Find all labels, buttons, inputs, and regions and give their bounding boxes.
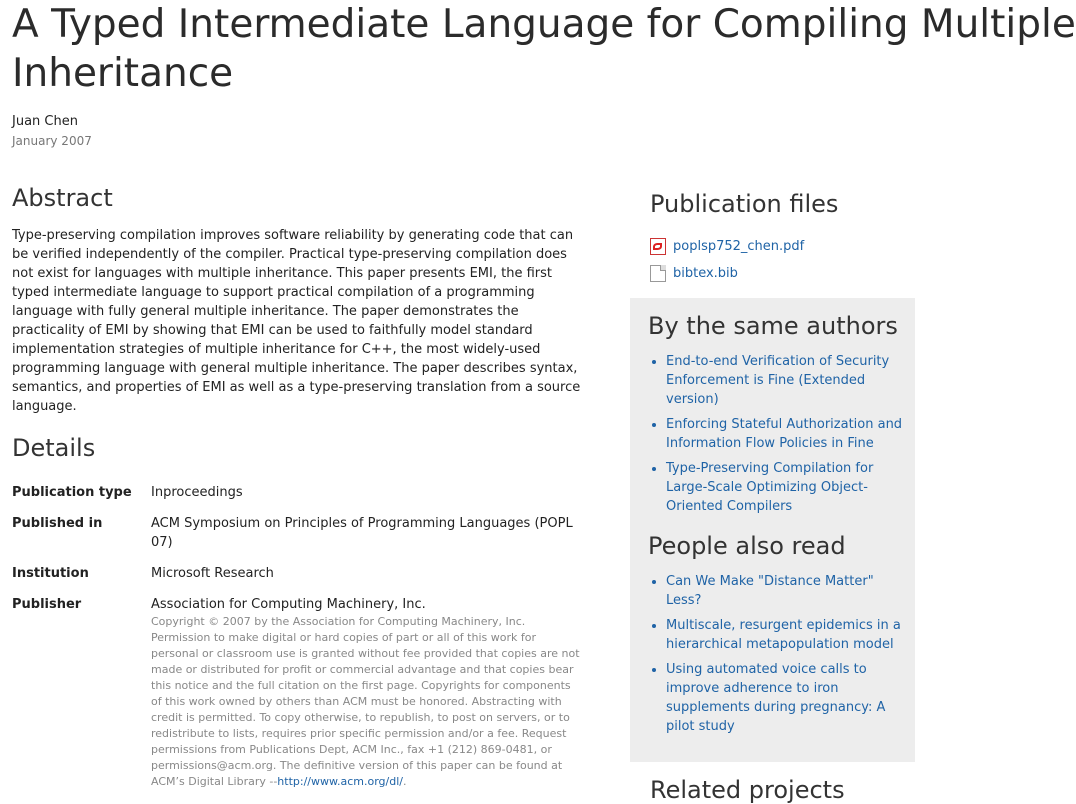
same-authors-link[interactable]: Enforcing Stateful Authorization and Information Flow Policies in Fine	[666, 417, 903, 451]
list-item	[666, 352, 903, 409]
people-also-read-link[interactable]: Multiscale, resurgent epidemics in a hierarchical metapopulation model	[666, 618, 901, 652]
people-also-read-link[interactable]: Can We Make "Distance Matter" Less?	[666, 574, 874, 608]
file-link-pdf[interactable]: poplsp752_chen.pdf	[673, 239, 805, 254]
publisher-name: Association for Computing Machinery, Inc.	[151, 597, 426, 612]
same-authors-link[interactable]: Type-Preserving Compilation for Large-Scale Optimizing Object-Oriented Compilers	[666, 461, 874, 514]
acm-dl-link[interactable]: http://www.acm.org/dl/	[277, 775, 403, 788]
list-item	[666, 415, 903, 453]
same-authors-link[interactable]: End-to-end Verification of Security Enforcement is Fine (Extended version)	[666, 354, 890, 407]
abstract-text: Type-preserving compilation improves software reliability by generating code that can be verified independently of the compiler. Practical type-preserving compilation does not exist for languages with multiple inheritance. This paper presents EMI, the first typed intermediate language to support practical compilation of a programming language with fully general multiple inheritance. The paper demonstrates the practicality of EMI by showing that EMI can be used to faithfully model standard implementation strategies of multiple inheritance for C++, the most widely-used programming language with general multiple inheritance. The paper describes syntax, semantics, and properties of EMI as well as a type-preserving translation from a source language.	[12, 228, 581, 414]
list-item	[666, 572, 903, 610]
file-item-bib	[650, 260, 804, 287]
people-also-read-heading: People also read	[648, 532, 846, 560]
list-item	[666, 660, 903, 736]
people-also-read-link[interactable]: Using automated voice calls to improve adherence to iron supplements during pregnancy: A pilot study	[666, 662, 886, 734]
details-value: Microsoft Research	[151, 566, 274, 581]
publication-files-heading: Publication files	[650, 190, 839, 218]
details-table	[12, 483, 587, 790]
copyright-end: .	[402, 775, 407, 788]
same-authors-heading: By the same authors	[648, 312, 898, 340]
sidebar-panel	[630, 298, 915, 762]
details-label: Institution	[12, 566, 89, 581]
copyright-notice	[151, 614, 581, 790]
details-label: Publisher	[12, 597, 82, 612]
details-row	[12, 514, 587, 552]
file-link-bib[interactable]: bibtex.bib	[673, 266, 738, 281]
details-heading: Details	[12, 434, 96, 462]
page-title	[12, 0, 1076, 98]
title-line-1: A Typed Intermediate Language for Compiling Multiple	[12, 2, 1076, 47]
details-row	[12, 564, 587, 583]
related-projects-heading: Related projects	[650, 776, 845, 804]
details-value-publisher	[151, 595, 581, 790]
publication-files-list	[650, 233, 804, 287]
details-value: Inproceedings	[151, 485, 243, 500]
copyright-text: Copyright © 2007 by the Association for Computing Machinery, Inc. Permission to make digital or hard copies of part or all of this work for personal or classroom use is granted without fee provided that copies are not made or distributed for profit or commercial advantage and that copies bear this notice and the full citation on the first page. Copyrights for components of this work owned by others than ACM must be honored. Abstracting with credit is permitted. To copy otherwise, to republish, to post on servers, or to redistribute to lists, requires prior specific permission and/or a fee. Request permissions from Publications Dept, ACM Inc., fax +1 (212) 869-0481, or permissions@acm.org. The definitive version of this paper can be found at ACM’s Digital Library --	[151, 615, 580, 788]
details-value: ACM Symposium on Principles of Programming Languages (POPL 07)	[151, 516, 573, 550]
details-label: Published in	[12, 516, 103, 531]
document-icon	[650, 265, 666, 282]
pdf-icon	[650, 238, 666, 255]
file-item-pdf	[650, 233, 804, 260]
details-row	[12, 483, 587, 502]
author-name[interactable]: Juan Chen	[12, 114, 78, 129]
details-row	[12, 595, 587, 790]
title-line-2: Inheritance	[12, 51, 234, 96]
list-item	[666, 616, 903, 654]
publication-date: January 2007	[12, 134, 92, 148]
same-authors-list	[648, 352, 903, 516]
abstract-heading: Abstract	[12, 184, 113, 212]
people-also-read-list	[648, 572, 903, 736]
details-label: Publication type	[12, 485, 132, 500]
list-item	[666, 459, 903, 516]
